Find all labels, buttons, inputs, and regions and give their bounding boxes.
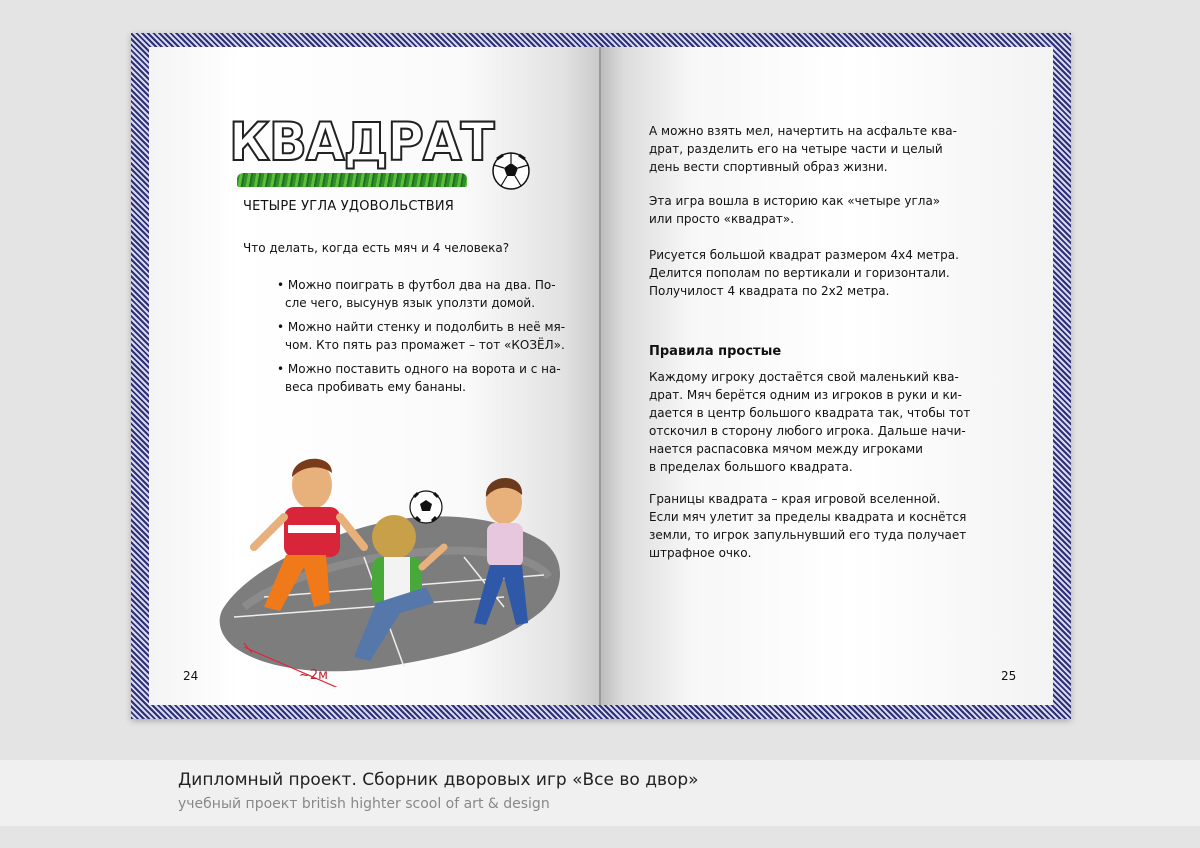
right-page bbox=[601, 47, 1053, 705]
kids-playing-illustration bbox=[204, 407, 574, 687]
rules-heading: Правила простые bbox=[649, 344, 782, 359]
soccer-ball-icon bbox=[491, 151, 531, 191]
paragraph-2: Эта игра вошла в историю как «четыре угла» или просто «квадрат». bbox=[649, 194, 941, 226]
caption-subtitle: учебный проект british highter scool of art & design bbox=[178, 796, 550, 812]
paragraph-3: Рисуется большой квадрат размером 4х4 метра. Делится пополам по вертикали и горизонтали. Получилост 4 квадрата по 2х2 метра. bbox=[649, 248, 959, 298]
list-item: • Можно найти стенку и подолбить в неё мя- чом. Кто пять раз промажет – тот «КОЗЁЛ». bbox=[277, 320, 566, 352]
paragraph-1: А можно взять мел, начертить на асфальте ква- драт, разделить его на четыре части и целый день вести спортивный образ жизни. bbox=[649, 124, 957, 174]
page-number-left: 24 bbox=[183, 669, 199, 683]
paragraph-5: Границы квадрата – края игровой вселенной. Если мяч улетит за пределы квадрата и коснётся земли, то игрок запульнувший его туда получает штрафное очко. bbox=[649, 492, 967, 560]
page-title: КВАДРАТ bbox=[229, 111, 494, 173]
caption-title: Дипломный проект. Сборник дворовых игр «Все во двор» bbox=[178, 770, 699, 790]
measure-label: ~2м bbox=[299, 668, 328, 683]
page-subtitle: ЧЕТЫРЕ УГЛА УДОВОЛЬСТВИЯ bbox=[243, 199, 455, 214]
intro-question: Что делать, когда есть мяч и 4 человека? bbox=[243, 241, 510, 255]
soccer-ball-icon bbox=[410, 491, 442, 523]
title-block bbox=[229, 113, 529, 193]
paragraph-4: Каждому игроку достаётся свой маленький ква- драт. Мяч берётся одним из игроков в руки и ки- дается в центр большого квадрата так, чтобы тот отскочил в сторону любого игрока. Дальше начи- нается распасовка мячом между игроками в пределах большого квадрата. bbox=[649, 370, 971, 474]
list-item: • Можно поиграть в футбол два на два. По- сле чего, высунув язык уползти домой. bbox=[277, 278, 556, 310]
list-item: • Можно поставить одного на ворота и с на- веса пробивать ему бананы. bbox=[277, 362, 561, 394]
bullet-list bbox=[277, 276, 577, 402]
grass-decoration bbox=[237, 173, 467, 187]
page-number-right: 25 bbox=[1001, 669, 1017, 683]
book-spread bbox=[131, 33, 1071, 719]
left-page bbox=[149, 47, 600, 705]
